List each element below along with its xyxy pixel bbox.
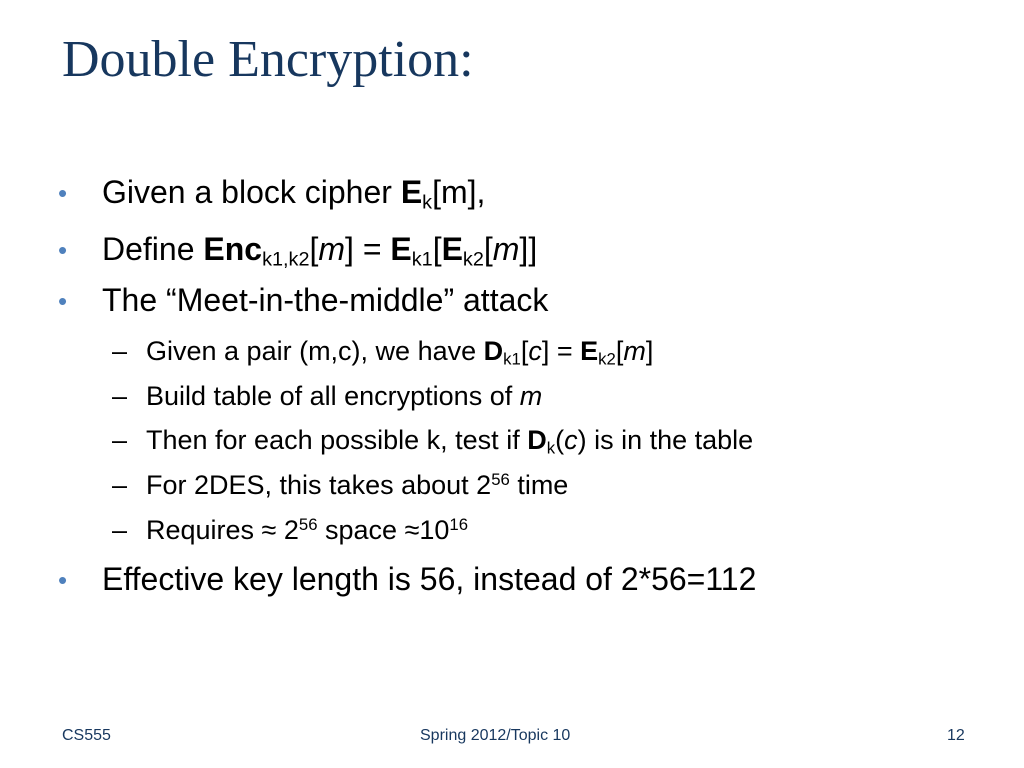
symbol-c: c xyxy=(528,336,542,366)
bullet-text xyxy=(102,231,538,271)
dash-marker: – xyxy=(112,470,128,500)
subbullet-text xyxy=(146,336,653,367)
subscript: k xyxy=(546,438,556,458)
footer-page-number: 12 xyxy=(947,727,965,744)
text-run: Given a pair (m,c), we have xyxy=(146,336,484,366)
dash-marker: – xyxy=(112,425,128,455)
text-run: Then for each possible k, test if xyxy=(146,425,528,455)
symbol-E: E xyxy=(441,231,463,267)
subbullet-text xyxy=(146,381,542,412)
text-run: space ≈10 xyxy=(317,515,450,545)
symbol-c: c xyxy=(564,425,578,455)
text-run: ( xyxy=(555,425,565,455)
symbol-m: m xyxy=(318,231,346,267)
text-run: Requires ≈ 2 xyxy=(146,515,299,545)
slide-title: Double Encryption: xyxy=(62,31,474,88)
subbullet-text xyxy=(146,470,568,501)
subscript: k xyxy=(422,191,433,214)
subscript: k1 xyxy=(503,349,521,369)
subbullet-text xyxy=(146,515,468,546)
text-run: Build table of all encryptions of xyxy=(146,381,520,411)
symbol-m: m xyxy=(623,336,646,366)
text-run: Given a block cipher xyxy=(102,174,401,210)
symbol-D: D xyxy=(527,425,547,455)
footer-term-topic: Spring 2012/Topic 10 xyxy=(420,727,571,744)
bullet-marker: • xyxy=(58,178,68,208)
bullet-marker: • xyxy=(58,286,68,316)
symbol-m: m xyxy=(519,381,543,411)
symbol-E: E xyxy=(400,174,423,210)
text-run: [ xyxy=(615,336,624,366)
text-run: [ xyxy=(483,231,493,267)
superscript: 56 xyxy=(491,469,510,489)
bullet-marker: • xyxy=(58,235,68,265)
text-run: Define xyxy=(102,231,204,267)
superscript: 56 xyxy=(298,514,318,534)
dash-marker: – xyxy=(112,515,128,545)
text-run: ] xyxy=(645,336,654,366)
subscript: k1,k2 xyxy=(262,248,310,271)
superscript: 16 xyxy=(449,514,469,534)
dash-marker: – xyxy=(112,336,128,366)
dash-marker: – xyxy=(112,381,128,411)
subscript: k2 xyxy=(462,248,484,271)
symbol-D: D xyxy=(483,336,504,366)
symbol-Enc: Enc xyxy=(203,231,263,267)
footer-course: CS555 xyxy=(62,727,111,744)
bullet-text: The “Meet-in-the-middle” attack xyxy=(102,282,549,318)
bullet-text: Effective key length is 56, instead of 2*56=112 xyxy=(102,561,757,597)
text-run: [ xyxy=(309,231,319,267)
bullet-text xyxy=(102,174,486,214)
text-run: [m], xyxy=(432,174,486,210)
text-run: time xyxy=(509,470,569,500)
symbol-E: E xyxy=(390,231,412,267)
text-run: [ xyxy=(432,231,442,267)
text-run: ] = xyxy=(541,336,581,366)
text-run: For 2DES, this takes about 2 xyxy=(146,470,492,500)
text-run: ]] xyxy=(519,231,538,267)
subscript: k2 xyxy=(598,349,616,369)
text-run: ] = xyxy=(345,231,391,267)
subbullet-text xyxy=(146,425,753,456)
text-run: ) is in the table xyxy=(577,425,754,455)
text-run: [ xyxy=(520,336,529,366)
bullet-marker: • xyxy=(58,565,68,595)
symbol-m: m xyxy=(492,231,520,267)
symbol-E: E xyxy=(580,336,599,366)
subscript: k1 xyxy=(411,248,433,271)
